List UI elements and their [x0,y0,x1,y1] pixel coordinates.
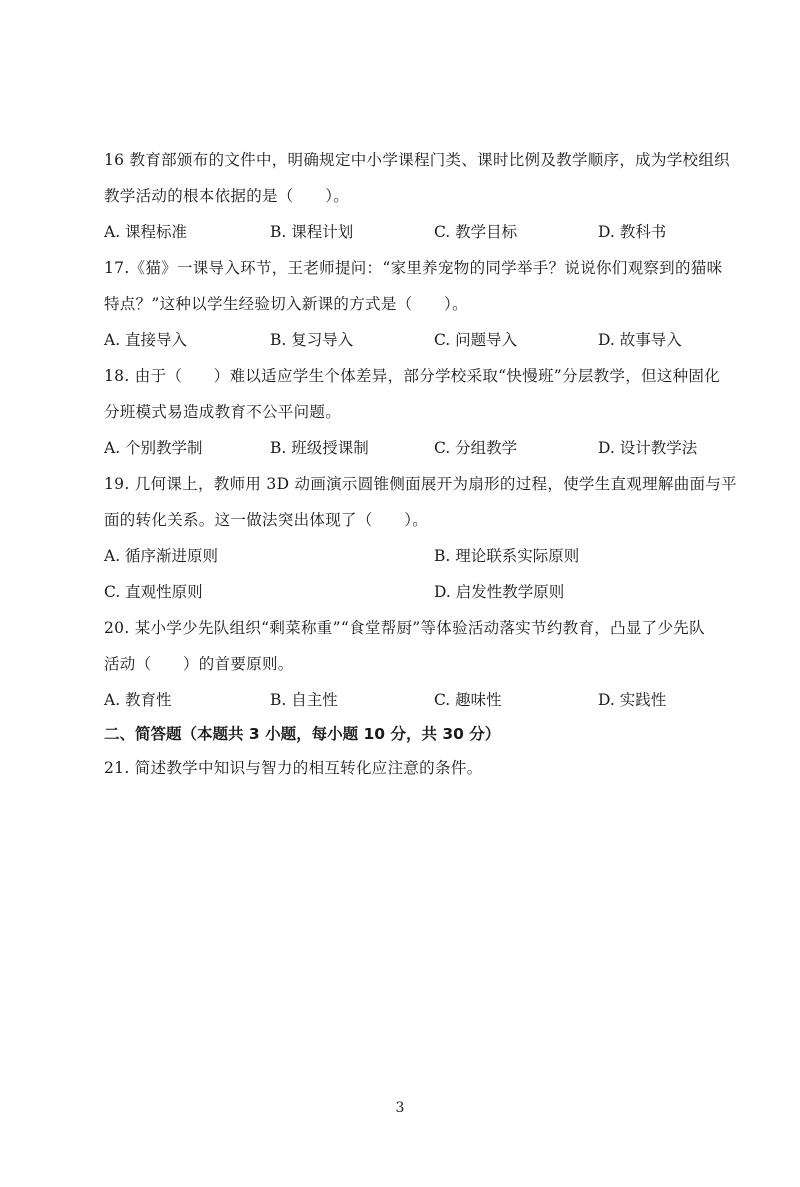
option-a: A. 教育性 [104,691,172,709]
options-19-row1 [104,538,724,574]
option-c: C. 分组教学 [434,439,518,457]
option-d: D. 故事导入 [598,331,682,349]
option-c: C. 教学目标 [434,223,518,241]
page-number: 3 [395,1100,405,1116]
question-line: 18. 由于（ ）难以适应学生个体差异，部分学校采取“快慢班”分层教学，但这种固化 [104,367,721,385]
question-line: 16 教育部颁布的文件中，明确规定中小学课程门类、课时比例及教学顺序，成为学校组织 [104,151,730,169]
option-d: D. 教科书 [598,223,667,241]
question-19 [104,466,737,538]
question-line: 活动（ ）的首要原则。 [104,655,294,673]
options-19-row2 [104,574,724,610]
question-21: 21. 简述教学中知识与智力的相互转化应注意的条件。 [104,759,483,777]
question-line: 17.《猫》一课导入环节，王老师提问：“家里养宠物的同学举手？说说你们观察到的猫咪 [104,259,723,277]
question-17 [104,250,724,322]
options-16 [104,214,724,250]
question-line: 特点？”这种以学生经验切入新课的方式是（ ）。 [104,295,468,313]
option-d: D. 实践性 [598,691,667,709]
option-b: B. 理论联系实际原则 [434,547,580,565]
option-b: B. 复习导入 [270,331,354,349]
question-18 [104,358,724,430]
option-a: A. 课程标准 [104,223,188,241]
option-b: B. 班级授课制 [270,439,369,457]
option-b: B. 自主性 [270,691,338,709]
question-16 [104,142,730,214]
option-b: B. 课程计划 [270,223,354,241]
option-c: C. 趣味性 [434,691,502,709]
option-a: A. 直接导入 [104,331,188,349]
options-17 [104,322,724,358]
question-line: 教学活动的根本依据的是（ ）。 [104,187,350,205]
question-20 [104,610,724,682]
options-18 [104,430,724,466]
section-title: 二、简答题（本题共 3 小题，每小题 10 分，共 30 分） [104,725,501,743]
question-line: 20. 某小学少先队组织“剩菜称重”“食堂帮厨”等体验活动落实节约教育，凸显了少先队 [104,619,705,637]
option-d: D. 启发性教学原则 [434,583,565,601]
option-d: D. 设计教学法 [598,439,698,457]
options-20 [104,682,724,718]
option-a: A. 循序渐进原则 [104,547,219,565]
question-line: 面的转化关系。这一做法突出体现了（ ）。 [104,511,429,529]
question-line: 分班模式易造成教育不公平问题。 [104,403,342,421]
option-c: C. 直观性原则 [104,583,203,601]
option-c: C. 问题导入 [434,331,518,349]
question-line: 19. 几何课上，教师用 3D 动画演示圆锥侧面展开为扇形的过程，使学生直观理解曲面与平 [104,475,737,493]
option-a: A. 个别教学制 [104,439,203,457]
